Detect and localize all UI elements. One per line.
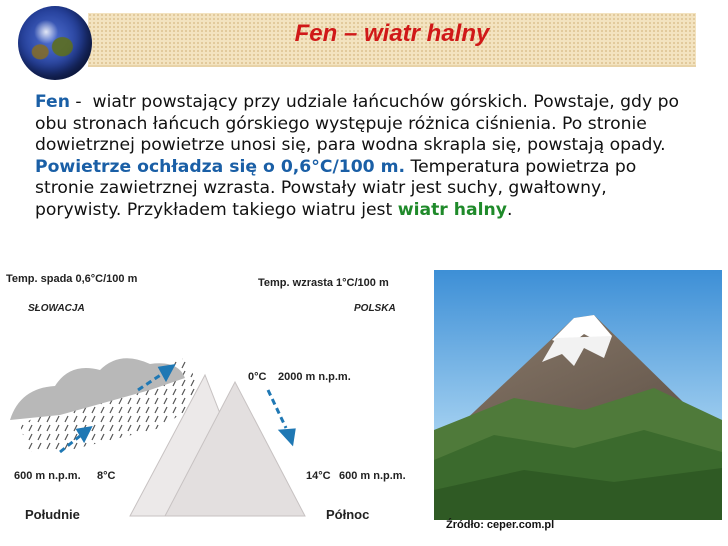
source-credit: Źródło: ceper.com.pl xyxy=(446,519,555,531)
mountain-photo xyxy=(434,270,722,520)
summit-temp: 0°C xyxy=(248,371,267,383)
label-polska: POLSKA xyxy=(354,303,396,314)
term-separator: - xyxy=(69,92,93,112)
label-poludnie: Południe xyxy=(25,507,80,522)
highlight-cooling: Powietrze ochładza się o 0,6°C/100 m. xyxy=(35,156,406,177)
label-slowacja: SŁOWACJA xyxy=(28,303,85,314)
highlight-wiatr-halny: wiatr halny xyxy=(397,199,507,220)
left-altitude: 600 m n.p.m. xyxy=(14,470,81,482)
right-altitude: 600 m n.p.m. xyxy=(339,470,406,482)
body-text-part2: Temperatura powietrza po stronie zawietrznej wzrasta. Powstały wiatr jest suchy, gwałtowny, porywisty. Przykładem takiego wiatru jest xyxy=(35,156,637,220)
note-temp-rises: Temp. wzrasta 1°C/100 m xyxy=(258,277,389,289)
globe-icon xyxy=(18,6,92,80)
note-temp-falls: Temp. spada 0,6°C/100 m xyxy=(6,273,138,285)
summit-altitude: 2000 m n.p.m. xyxy=(278,371,351,383)
right-temp: 14°C xyxy=(306,470,331,482)
body-text-end: . xyxy=(506,199,513,220)
slide-title: Fen – wiatr halny xyxy=(294,20,490,47)
body-text xyxy=(35,92,695,272)
body-text-part1: wiatr powstający przy udziale łańcuchów górskich. Powstaje, gdy po obu stronach łańcuch górskiego występuje różnica ciśnienia. Po stronie dowietrznej powietrze unosi się, para wodna skrapla się, powstają opady. xyxy=(35,92,680,155)
left-temp: 8°C xyxy=(97,470,116,482)
label-polnoc: Północ xyxy=(326,507,370,522)
term-fen: Fen xyxy=(35,92,70,112)
arrow-down xyxy=(268,390,294,443)
